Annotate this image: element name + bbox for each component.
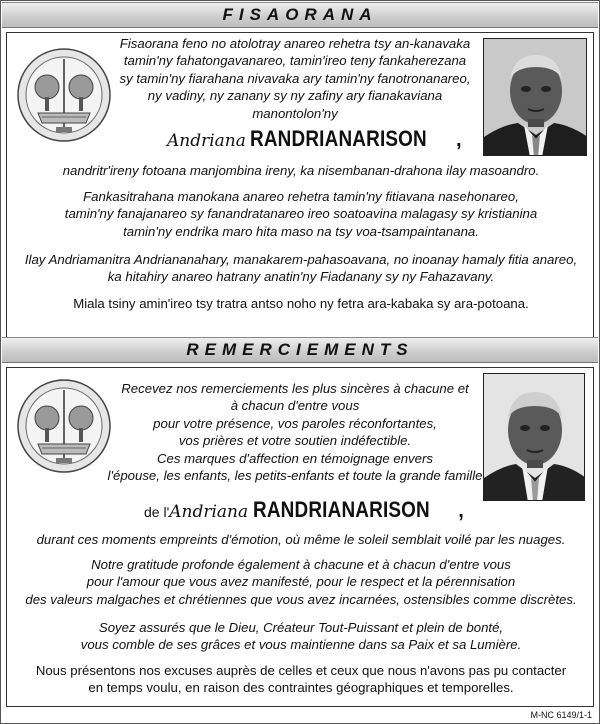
text-line: Ilay Andriamanitra Andriananahary, manakarem-pahasoavana, no inoanay hamaly fitia anareo, — [24, 252, 578, 267]
text-line: nandritr'ireny fotoana manjombina ireny, ka nisembanan-drahona ilay masoandro. — [62, 163, 540, 178]
paragraph-thanks — [7, 188, 595, 240]
paragraph-apology — [7, 662, 595, 697]
text-line: tamin'ny endrika maro hita maso na tsy voa-tsampaintanana. — [123, 223, 479, 239]
text-line: pour votre présence, vos paroles réconfortantes, — [153, 415, 437, 431]
family-crest-icon — [16, 378, 112, 474]
text-line: Soyez assurés que le Dieu, Créateur Tout-Puissant et plein de bonté, — [98, 620, 504, 635]
reference-code: M-NC 6149/1-1 — [530, 710, 592, 720]
text-line: Nous présentons nos excuses auprès de celles et ceux que nous n'avons pas pu contacter — [35, 663, 567, 678]
name-main: RANDRIANARISON — [250, 126, 428, 151]
name-main: RANDRIANARISON — [252, 497, 430, 522]
intro-paragraph — [107, 380, 483, 484]
text-line: ka hitahiry anareo hatrany anatin'ny Fiadanany sy ny Fahazavany. — [107, 269, 495, 285]
text-line: Fisaorana feno no atolotray anareo rehetra tsy an-kanavaka — [119, 36, 471, 51]
text-line: en temps voulu, en raison des contraintes géographiques et temporelles. — [88, 680, 514, 696]
text-line: à chacun d'entre vous — [230, 398, 360, 414]
text-line: l'épouse, les enfants, les petits-enfants et toute la grande famille — [107, 468, 483, 484]
section-banner-fisaorana — [2, 2, 598, 28]
text-line: pour l'amour que vous avez manifesté, pour le respect et la pérennisation — [86, 574, 516, 590]
text-line: ny vadiny, ny zanany sy ny zafiny ary fianakaviana — [147, 88, 443, 104]
intro-paragraph — [107, 35, 483, 122]
section-title: FISAORANA — [222, 5, 378, 24]
text-line: tamin'ny fahatongavanareo, tamin'ireo teny fankaherezana — [123, 53, 467, 69]
name-comma: , — [458, 500, 464, 522]
text-line: Fankasitrahana manokana anareo rehetra tamin'ny fitiavana nasehonareo, — [83, 189, 519, 204]
name-prefix: Andriana — [167, 131, 246, 151]
after-name-line — [7, 162, 595, 179]
name-comma: , — [456, 129, 462, 151]
text-line: des valeurs malgaches et chrétiennes que vous avez incarnées, ostensibles comme discrètes. — [25, 591, 577, 607]
text-line: vous comble de ses grâces et vous maintienne dans sa Paix et sa Lumière. — [80, 637, 522, 653]
text-line: sy tamin'ny fiarahana nivavaka ary tamin'ny fanotronanareo, — [119, 70, 471, 86]
text-line: vos prières et votre soutien indéfectible. — [178, 433, 412, 449]
text-line: tamin'ny fanajanareo sy fanandratanareo ireo soatoavina malagasy sy kristianina — [64, 206, 538, 222]
section-banner-remerciements — [2, 337, 598, 363]
portrait-photo-icon — [483, 373, 585, 501]
text-line: manontolon'ny — [252, 105, 338, 121]
paragraph-blessing — [7, 251, 595, 286]
text-line: Miala tsiny amin'ireo tsy tratra antso noho ny fetra ara-kabaka sy ara-potoana. — [73, 296, 529, 311]
after-name-line — [7, 531, 595, 548]
text-line: Ces marques d'affection en témoignage envers — [157, 450, 433, 466]
deceased-name — [144, 497, 464, 523]
text-line: Recevez nos remerciements les plus sincères à chacune et — [121, 381, 469, 396]
deceased-name — [167, 126, 462, 152]
text-line: durant ces moments empreints d'émotion, où même le soleil semblait voilé par les nuages. — [36, 532, 566, 547]
paragraph-apology — [7, 295, 595, 312]
name-prefix: Andriana — [169, 502, 249, 522]
name-lead: de l' — [144, 504, 170, 520]
paragraph-gratitude — [7, 556, 595, 608]
section-remerciements — [6, 367, 594, 707]
section-title: REMERCIEMENTS — [186, 340, 414, 359]
section-fisaorana — [6, 32, 594, 338]
family-crest-icon — [16, 47, 112, 143]
portrait-photo-icon — [483, 38, 587, 156]
paragraph-blessing — [7, 619, 595, 654]
text-line: Notre gratitude profonde également à chacune et à chacun d'entre vous — [91, 557, 511, 572]
